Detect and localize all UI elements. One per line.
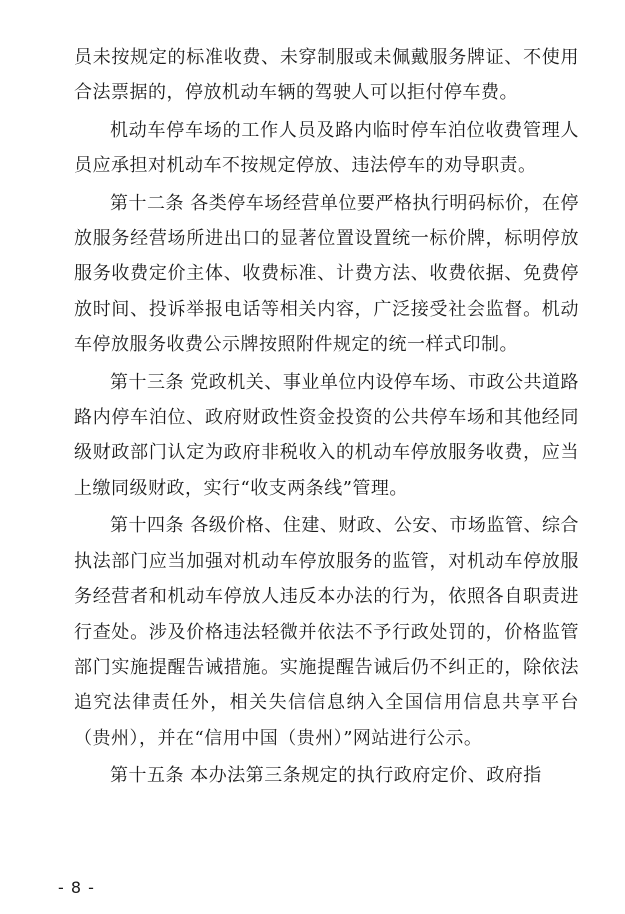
paragraph-article-15: 第十五条 本办法第三条规定的执行政府定价、政府指: [110, 765, 542, 787]
paragraph-staff-duties: 机动车停车场的工作人员及路内临时停车泊位收费管理人员应承担对机动车不按规定停放、违法停车的劝导职责。: [74, 119, 579, 177]
paragraph-article-12: 第十二条 各类停车场经营单位要严格执行明码标价，在停放服务经营场所进出口的显著位置设置统一标价牌，标明停放服务收费定价主体、收费标准、计费方法、收费依据、免费停放时间、投诉举报电话等相关内容，广泛接受社会监督。机动车停放服务收费公示牌按照附件规定的统一样式印制。: [74, 192, 579, 356]
paragraph-article-13: 第十三条 党政机关、事业单位内设停车场、市政公共道路路内停车泊位、政府财政性资金投资的公共停车场和其他经同级财政部门认定为政府非税收入的机动车停放服务收费，应当上缴同级财政，实行“收支两条线”管理。: [74, 371, 579, 499]
paragraph-article-14: 第十四条 各级价格、住建、财政、公安、市场监管、综合执法部门应当加强对机动车停放服务的监管，对机动车停放服务经营者和机动车停放人违反本办法的行为，依照各自职责进行查处。涉及价格违法轻微并依法不予行政处罚的，价格监管部门实施提醒告诫措施。实施提醒告诫后仍不纠正的，除依法追究法律责任外，相关失信信息纳入全国信用信息共享平台（贵州），并在“信用中国（贵州）”网站进行公示。: [74, 515, 579, 749]
paragraph-continuation: 员未按规定的标准收费、未穿制服或未佩戴服务牌证、不使用合法票据的，停放机动车辆的驾驶人可以拒付停车费。: [74, 47, 579, 104]
document-body: [74, 40, 579, 796]
page-number: - 8 -: [58, 878, 95, 897]
